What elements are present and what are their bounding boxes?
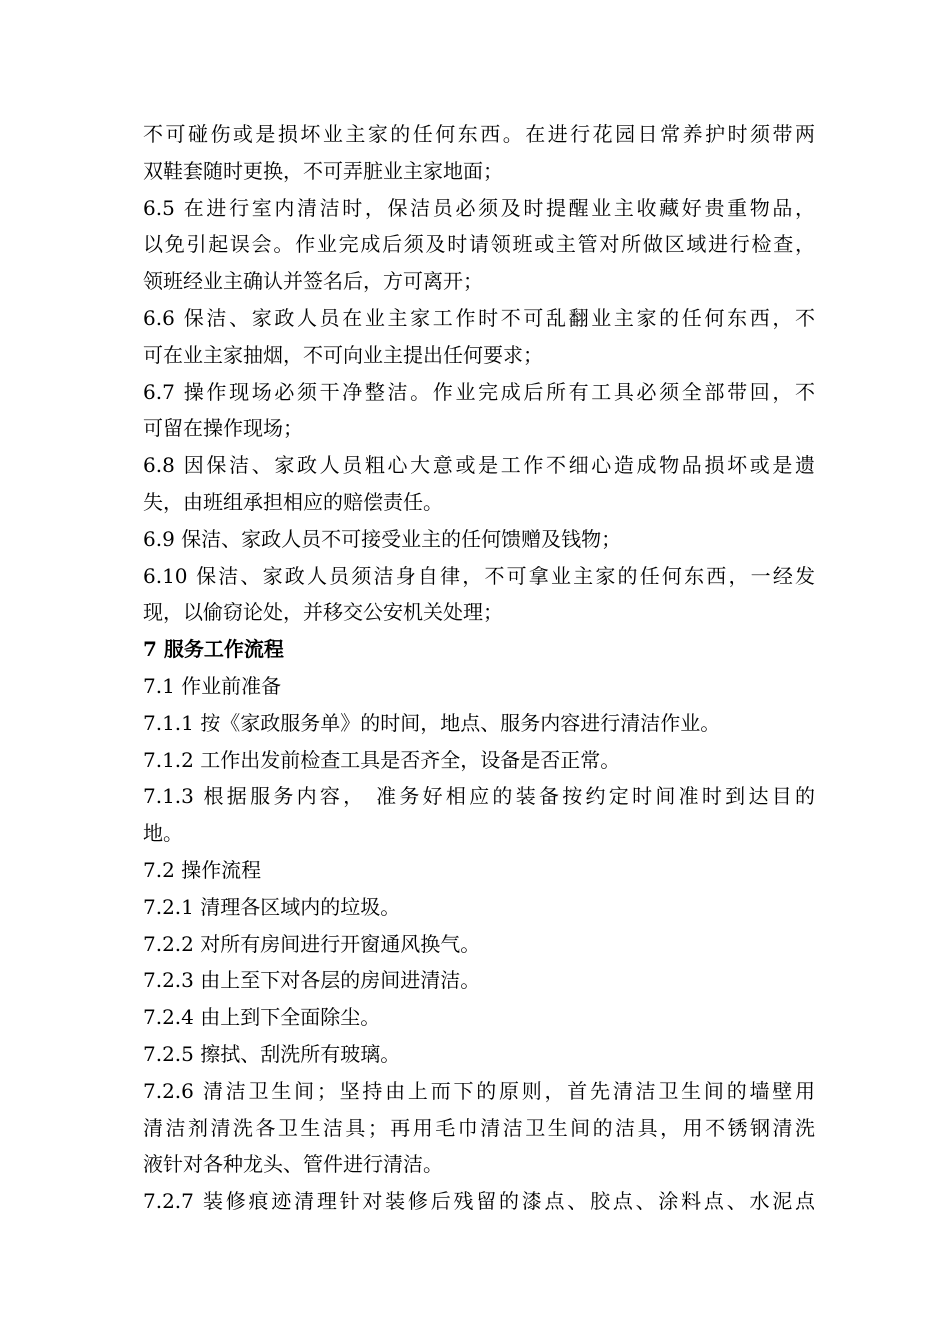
text-line: 7.1 作业前准备 [143,673,282,698]
text-line: 地。 [143,821,183,846]
text-line: 7.2 操作流程 [143,857,262,882]
text-line: 可留在操作现场； [143,416,303,441]
text-line: 7.1.3 根据服务内容， 准务好相应的装备按约定时间准时到达目的 [143,784,815,809]
text-line: 可在业主家抽烟，不可向业主提出任何要求； [143,342,543,367]
text-line: 7.2.4 由上到下全面除尘。 [143,1005,381,1030]
text-line: 液针对各种龙头、管件进行清洁。 [143,1152,443,1177]
text-line: 6.10 保洁、家政人员须洁身自律，不可拿业主家的任何东西，一经发 [143,563,815,588]
text-line: 6.5 在进行室内清洁时，保洁员必须及时提醒业主收藏好贵重物品， [143,195,815,220]
text-line: 领班经业主确认并签名后，方可离开； [143,269,483,294]
text-line: 以免引起误会。作业完成后须及时请领班或主管对所做区域进行检查， [143,232,815,257]
section-heading: 7 服务工作流程 [143,637,284,662]
text-line: 6.7 操作现场必须干净整洁。作业完成后所有工具必须全部带回，不 [143,379,815,404]
text-line: 7.2.7 装修痕迹清理针对装修后残留的漆点、胶点、涂料点、水泥点 [143,1189,815,1214]
text-line: 不可碰伤或是损坏业主家的任何东西。在进行花园日常养护时须带两 [143,122,815,146]
text-line: 双鞋套随时更换，不可弄脏业主家地面； [143,158,503,183]
text-line: 7.2.3 由上至下对各层的房间进清洁。 [143,968,481,993]
text-line: 6.8 因保洁、家政人员粗心大意或是工作不细心造成物品损坏或是遗 [143,453,815,478]
text-line: 7.1.1 按《家政服务单》的时间，地点、服务内容进行清洁作业。 [143,710,721,735]
text-line: 现，以偷窃论处，并移交公安机关处理； [143,600,503,625]
text-line: 6.9 保洁、家政人员不可接受业主的任何馈赠及钱物； [143,526,622,551]
text-line: 失，由班组承担相应的赔偿责任。 [143,489,443,514]
text-line: 7.2.6 清洁卫生间；坚持由上而下的原则，首先清洁卫生间的墙壁用 [143,1078,815,1103]
text-line: 6.6 保洁、家政人员在业主家工作时不可乱翻业主家的任何东西，不 [143,305,815,330]
text-line: 7.2.5 擦拭、刮洗所有玻璃。 [143,1041,401,1066]
text-line: 7.2.1 清理各区域内的垃圾。 [143,894,401,919]
text-line: 7.1.2 工作出发前检查工具是否齐全，设备是否正常。 [143,747,621,772]
text-line: 7.2.2 对所有房间进行开窗通风换气。 [143,931,481,956]
document-page [143,116,815,1220]
text-line: 清洁剂清洗各卫生洁具；再用毛巾清洁卫生间的洁具，用不锈钢清洗 [143,1115,815,1140]
